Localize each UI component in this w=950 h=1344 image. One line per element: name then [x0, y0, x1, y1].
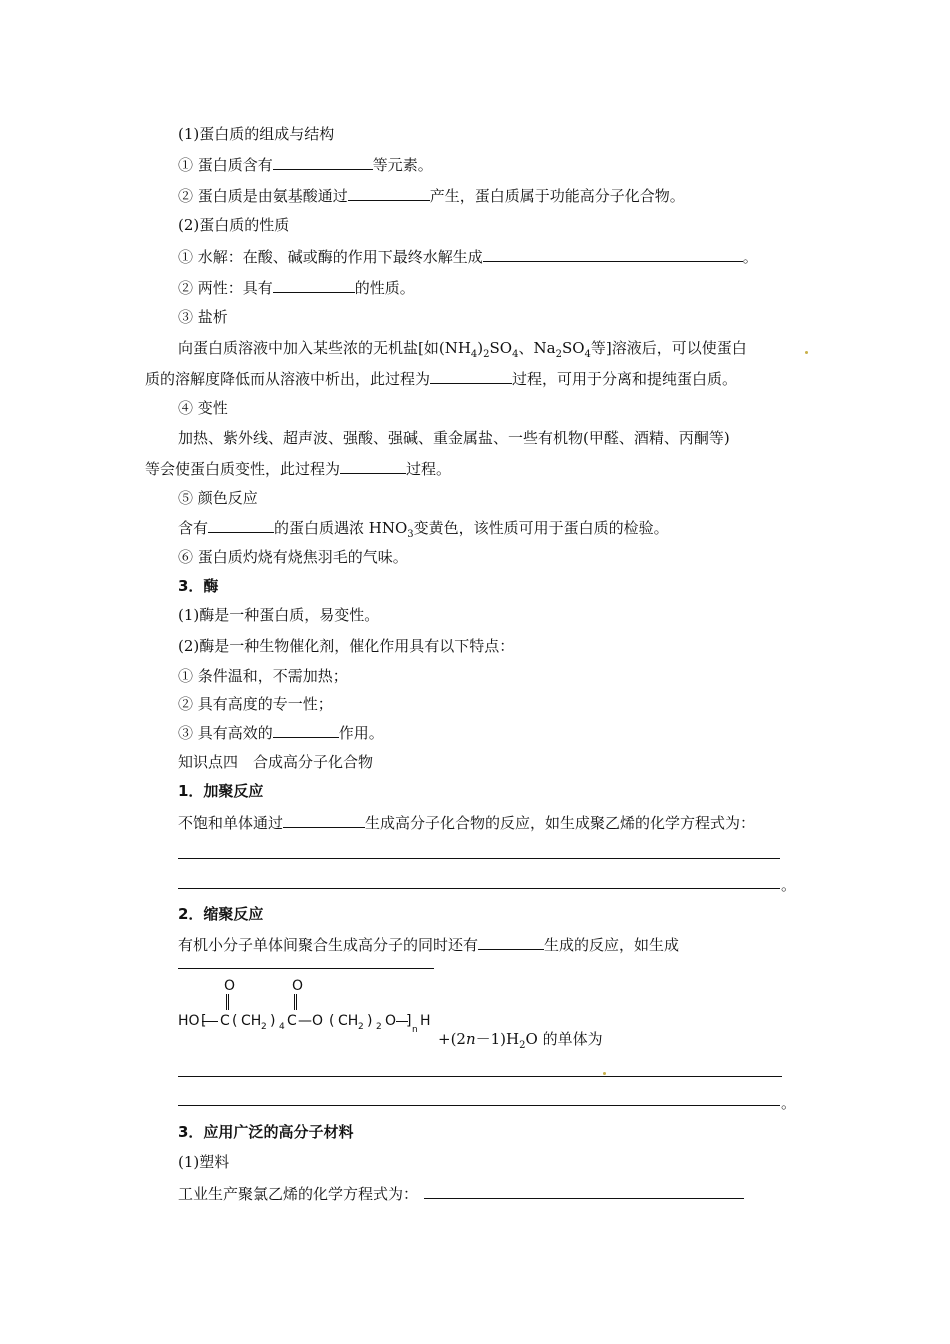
subscript: 2: [376, 1022, 382, 1032]
text-line: 向蛋白质溶液中加入某些浓的无机盐[如$(NH_4)_2SO_4$、$Na_2SO_4$等]溶液后，可以使蛋白: [178, 339, 747, 360]
decoration-dot: [603, 1072, 606, 1075]
section-heading: 3．酶: [178, 577, 219, 595]
methylene: CH: [338, 1013, 359, 1029]
carbon-atom: C: [220, 1013, 230, 1029]
answer-line[interactable]: [178, 888, 780, 889]
ester-oxygen: —O: [298, 1013, 324, 1029]
subscript: 2: [261, 1022, 267, 1032]
double-bond: [294, 994, 297, 1010]
answer-blank[interactable]: [208, 517, 274, 533]
subsection-heading: (1)蛋白质的组成与结构: [178, 125, 335, 143]
repeat-count: n: [412, 1025, 418, 1035]
subscript: 4: [279, 1022, 285, 1032]
paren: (: [232, 1013, 238, 1029]
subsection-heading: (1)塑料: [178, 1153, 230, 1171]
section-heading: 3．应用广泛的高分子材料: [178, 1123, 354, 1141]
text-line: 等会使蛋白质变性，此过程为 过程。: [145, 460, 452, 478]
oxygen-atom: O: [385, 1013, 397, 1029]
text-line: 有机小分子单体间聚合生成高分子的同时还有 生成的反应，如生成: [178, 936, 680, 954]
answer-line[interactable]: [178, 968, 434, 969]
answer-blank[interactable]: [273, 722, 339, 738]
text-line: (1)酶是一种蛋白质，易变性。: [178, 606, 380, 624]
answer-blank[interactable]: [483, 246, 743, 262]
text-line: ⑥ 蛋白质灼烧有烧焦羽毛的气味。: [178, 548, 408, 566]
bracket-bond: [202, 1021, 218, 1022]
text-line: 不饱和单体通过 生成高分子化合物的反应，如生成聚乙烯的化学方程式为：: [178, 814, 756, 832]
text-line: 工业生产聚氯乙烯的化学方程式为：: [178, 1183, 744, 1204]
answer-blank[interactable]: [430, 368, 512, 384]
answer-blank[interactable]: [340, 458, 406, 474]
paren: ): [367, 1013, 373, 1029]
text-line: (2)酶是一种生物催化剂，催化作用具有以下特点：: [178, 637, 515, 655]
decoration-dot: [805, 351, 808, 354]
text-line: ③ 盐析: [178, 308, 228, 326]
period: 。: [781, 876, 797, 894]
bracket-left: [: [201, 1013, 207, 1029]
text-line: ③ 具有高效的 作用。: [178, 724, 384, 742]
text-line: ① 水解：在酸、碱或酶的作用下最终水解生成 。: [178, 248, 758, 266]
subsection-heading: (2)蛋白质的性质: [178, 216, 290, 234]
text-line: ② 蛋白质是由氨基酸通过 产生，蛋白质属于功能高分子化合物。: [178, 187, 685, 205]
answer-line[interactable]: [178, 1076, 782, 1077]
text-line: ① 蛋白质含有 等元素。: [178, 156, 433, 174]
carbon-atom: C: [287, 1013, 297, 1029]
text-line: ② 具有高度的专一性；: [178, 695, 333, 713]
text-line: ④ 变性: [178, 399, 228, 417]
text-line: 加热、紫外线、超声波、强酸、强碱、重金属盐、一些有机物(甲醛、酒精、丙酮等): [178, 429, 730, 447]
text-line: ⑤ 颜色反应: [178, 489, 258, 507]
text-line: 含有 的蛋白质遇浓 $HNO_3$变黄色，该性质可用于蛋白质的检验。: [178, 519, 669, 540]
section-heading: 知识点四 合成高分子化合物: [178, 753, 374, 771]
polyester-structural-formula: [178, 975, 438, 1055]
text-line: 质的溶解度降低而从溶液中析出，此过程为 过程，可用于分离和提纯蛋白质。: [145, 370, 738, 388]
answer-blank[interactable]: [273, 277, 355, 293]
answer-blank[interactable]: [273, 154, 373, 170]
hydroxyl-group: HO: [178, 1013, 200, 1029]
answer-blank[interactable]: [478, 934, 544, 950]
double-bond: [226, 994, 229, 1010]
text-line: $+(2n-1)H_2O$ 的单体为: [438, 1030, 603, 1051]
answer-blank[interactable]: [283, 812, 365, 828]
answer-line[interactable]: [178, 858, 780, 859]
answer-line[interactable]: [178, 1105, 780, 1106]
text-line: ② 两性：具有 的性质。: [178, 279, 415, 297]
section-heading: 2．缩聚反应: [178, 905, 264, 923]
section-heading: 1．加聚反应: [178, 782, 264, 800]
paren: ): [270, 1013, 276, 1029]
text-line: ① 条件温和，不需加热；: [178, 667, 348, 685]
period: 。: [781, 1094, 797, 1112]
bracket-right: ]: [406, 1013, 412, 1029]
carbonyl-oxygen: O: [224, 978, 236, 994]
answer-blank[interactable]: [424, 1183, 744, 1199]
hydrogen-atom: H: [420, 1013, 431, 1029]
carbonyl-oxygen: O: [292, 978, 304, 994]
paren: (: [329, 1013, 335, 1029]
answer-blank[interactable]: [348, 185, 430, 201]
methylene: CH: [241, 1013, 262, 1029]
subscript: 2: [358, 1022, 364, 1032]
